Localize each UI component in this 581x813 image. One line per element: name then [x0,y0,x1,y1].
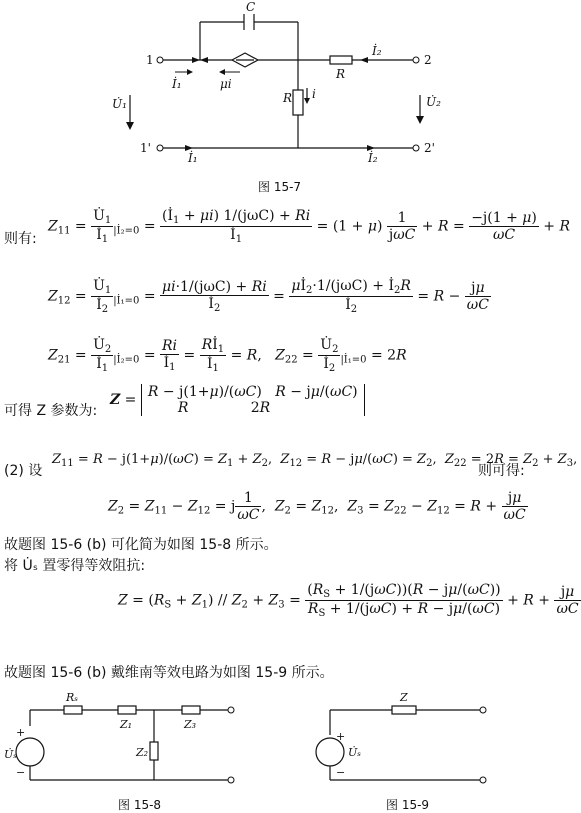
label-i1-top: İ₁ [172,77,182,91]
label-i2-bottom: İ₂ [368,151,378,165]
caption-fig-15-7: 图 15-7 [258,180,302,194]
text-kede: 可得 Z 参数为: [4,403,98,419]
equation-z11: $Z_{11}$ = $\frac{U̇_1}{İ_1}$ $_{|İ_2=0}$ = $\frac{(İ_1 + \mu i) 1/(j\omega C) + Ri}{İ_1}$ = (1 + μ) $\frac{1}{\text{jωC}}$ + R = $\frac{-j(1 + \mu)}{\omega C}$ + R [48,208,571,245]
caption-fig-15-8: 图 15-8 [118,798,162,812]
label-i: i [312,87,316,101]
caption-fig-15-9: 图 15-9 [386,798,430,812]
label-plus-8: + [16,726,26,739]
node-1: 1 [146,53,154,67]
figure-15-9 [300,690,500,795]
node-2: 2 [424,53,432,67]
label-r-mid: R [283,91,293,105]
figure-15-7 [0,0,540,195]
label-us-8: U̇ₛ [4,748,17,761]
text-jiang: 将 U̇ₛ 置零得等效阻抗: [4,558,146,574]
node-1p: 1' [140,141,151,155]
label-z2: Z₂ [136,746,149,759]
label-rs: Rₛ [66,691,78,704]
label-z3: Z₃ [184,718,197,731]
label-i1-bottom: İ₁ [188,151,198,165]
label-z: Z [400,691,408,704]
equation-z12: $Z_{12}$ = $\frac{U̇_1}{İ_2}$ $_{|İ_1=0}$ = $\frac{\text{μi·1/(jωC) + Ri}}{İ_2}$ = $\frac{\mu İ_2\cdot 1/(j\omega C) + İ_2R}{İ_2}$ = R − $\frac{j\mu}{\omega C}$ [48,278,489,315]
figure-15-8 [0,690,260,795]
label-i2-top: İ₂ [372,44,382,58]
node-2p: 2' [424,141,435,155]
label-minus-8: − [16,766,26,779]
label-mui: μi [220,77,232,91]
equation-z-eq: $Z = (R_S + Z_1) // Z_2 + Z_3$ = $\frac{(R_S + 1/(j\omega C))(R - j\mu/(\omega C))}{R_S + 1/(j\omega C) + R - j\mu/(\omega C)}$ + R + $\frac{j\mu}{\omega C}$ [118,582,579,619]
text-guci2: 故题图 15-6 (b) 戴维南等效电路为如图 15-9 所示。 [4,665,334,681]
equation-z21-z22: $Z_{21}$ = $\frac{U̇_2}{İ_1}$ $_{|İ_2=0}$ = $\frac{Ri}{İ_1}$ = $\frac{Rİ_1}{İ_1}$ = R, $Z_{22}$ = $\frac{U̇_2}{İ_2}$ $_{|İ_1=0}$ = 2R [48,337,407,374]
label-u1: U̇₁ [112,97,127,111]
equation-z-matrix: Z = R − j(1+μ)/(ωC) R − jμ/(ωC) R 2R [110,384,365,416]
text-guci: 故题图 15-6 (b) 可化简为如图 15-8 所示。 [4,537,278,553]
label-c: C [246,0,256,14]
text-zekede: 则可得: [478,463,525,479]
label-plus-9: + [336,730,346,743]
equation-assume: $Z_{11} = R - j(1+\mu)/(\omega C) = Z_1 + Z_2$, $Z_{12} = R - j\mu/(\omega C) = Z_2$, $Z_{22} = 2R = Z_2 + Z_3$, [52,452,578,469]
text-zeyou: 则有: [4,231,37,247]
equation-z123: $Z_2 = Z_{11} - Z_{12} = j$ $\frac{1}{\omega C}$ , $Z_2 = Z_{12}$, $Z_3 = Z_{22} - Z_{12} = R$ + $\frac{j\mu}{\omega C}$ [108,490,526,523]
label-minus-9: − [336,766,346,779]
text-item2: (2) 设 [4,463,43,479]
label-u2: U̇₂ [426,95,441,109]
label-us-9: U̇ₛ [348,746,361,759]
label-r-right: R [336,67,346,81]
label-z1: Z₁ [120,718,133,731]
